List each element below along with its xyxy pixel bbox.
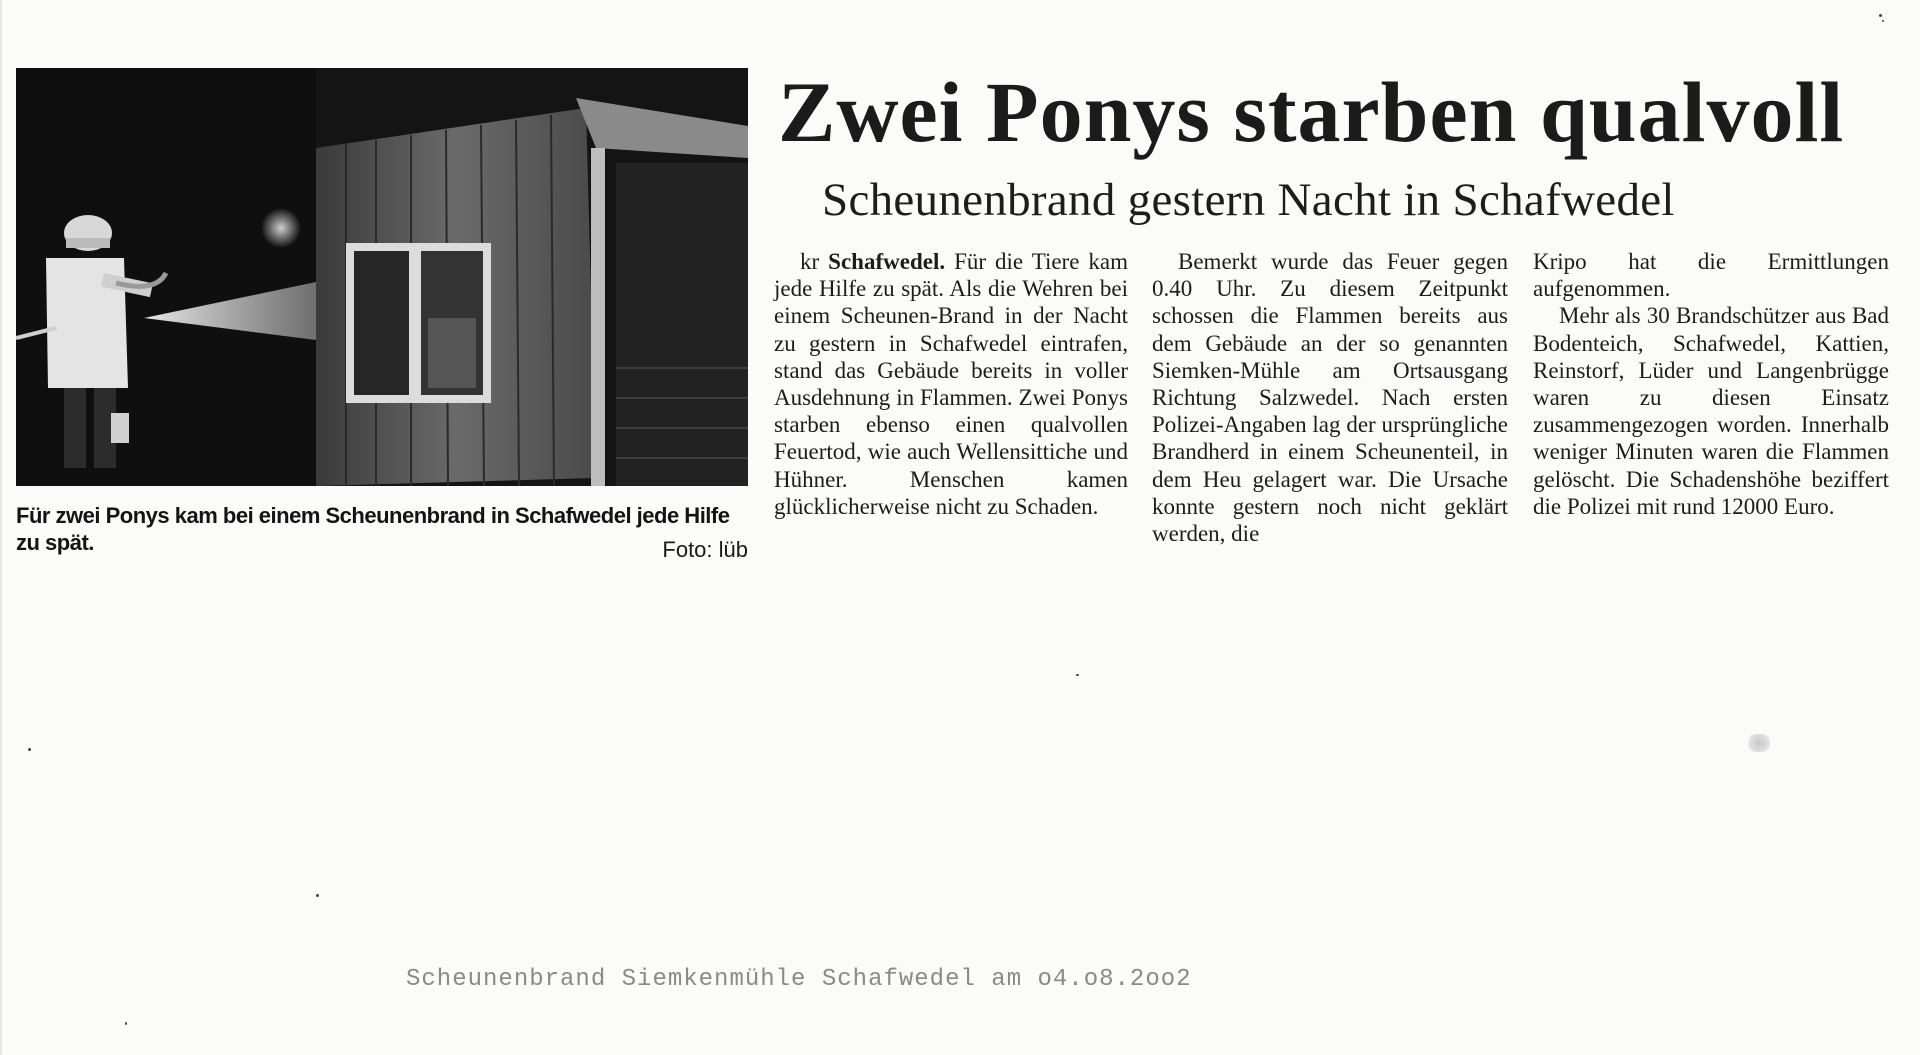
scan-speck <box>28 748 31 751</box>
scan-speck <box>1879 14 1882 17</box>
photo-caption: Für zwei Ponys kam bei einem Scheunenbrand in Schafwedel jede Hilfe zu spät. <box>16 503 730 555</box>
column-3-text: Mehr als 30 Brandschützer aus Bad Bodenteich, Schafwedel, Kattien, Reinstorf, Lüder und Langenbrügge waren zu diesen Einsatz zusammengezogen worden. Innerhalb weniger Minuten waren die Flammen gelöscht. Die Schadenshöhe beziffert die Polizei mit rund 12000 Euro. <box>1533 303 1889 519</box>
byline: kr <box>800 249 820 274</box>
headline: Zwei Ponys starben qualvoll <box>778 64 1845 160</box>
article-column-2 <box>1152 248 1508 547</box>
subheadline: Scheunenbrand gestern Nacht in Schafwedel <box>822 174 1675 226</box>
article-paragraph-3: Kripo hat die Ermittlungen aufgenommen. <box>1533 249 1889 302</box>
article-column-1 <box>774 248 1128 520</box>
typed-archive-note: Scheunenbrand Siemkenmühle Schafwedel am o4.o8.2oo2 <box>406 966 1192 993</box>
scan-speck <box>1076 674 1079 676</box>
article-paragraph-4 <box>1533 302 1889 520</box>
scan-smudge <box>1748 734 1770 752</box>
scan-speck <box>125 1022 127 1025</box>
photo-credit: Foto: lüb <box>662 537 748 562</box>
barn-fire-photo <box>16 68 748 486</box>
article-paragraph-2 <box>1152 248 1508 547</box>
article-photo <box>16 68 748 486</box>
scan-speck <box>1882 20 1884 22</box>
article-column-3 <box>1533 248 1889 520</box>
scan-speck <box>316 894 319 897</box>
column-2-text: Bemerkt wurde das Feuer gegen 0.40 Uhr. Zu diesem Zeitpunkt schossen die Flammen bereits aus dem Gebäude an der so genannten Siemken-Mühle am Ortsausgang Richtung Salzwedel. Nach ersten Polizei-Angaben lag der ursprüngliche Brandherd in einem Scheunenteil, in dem Heu gelagert war. Die Ursache konnte gestern noch nicht geklärt werden, die <box>1152 249 1508 547</box>
dateline: Schafwedel. <box>828 249 946 274</box>
article-paragraph-1 <box>774 248 1128 520</box>
column-1-text: Für die Tiere kam jede Hilfe zu spät. Als die Wehren bei einem Scheunen-Brand in der Nacht zu gestern in Schafwedel eintrafen, stand das Gebäude bereits in voller Ausdehnung in Flammen. Zwei Ponys starben ebenso einen qualvollen Feuertod, wie auch Wellensittiche und Hühner. Menschen kamen glücklicherweise nicht zu Schaden. <box>774 249 1129 519</box>
